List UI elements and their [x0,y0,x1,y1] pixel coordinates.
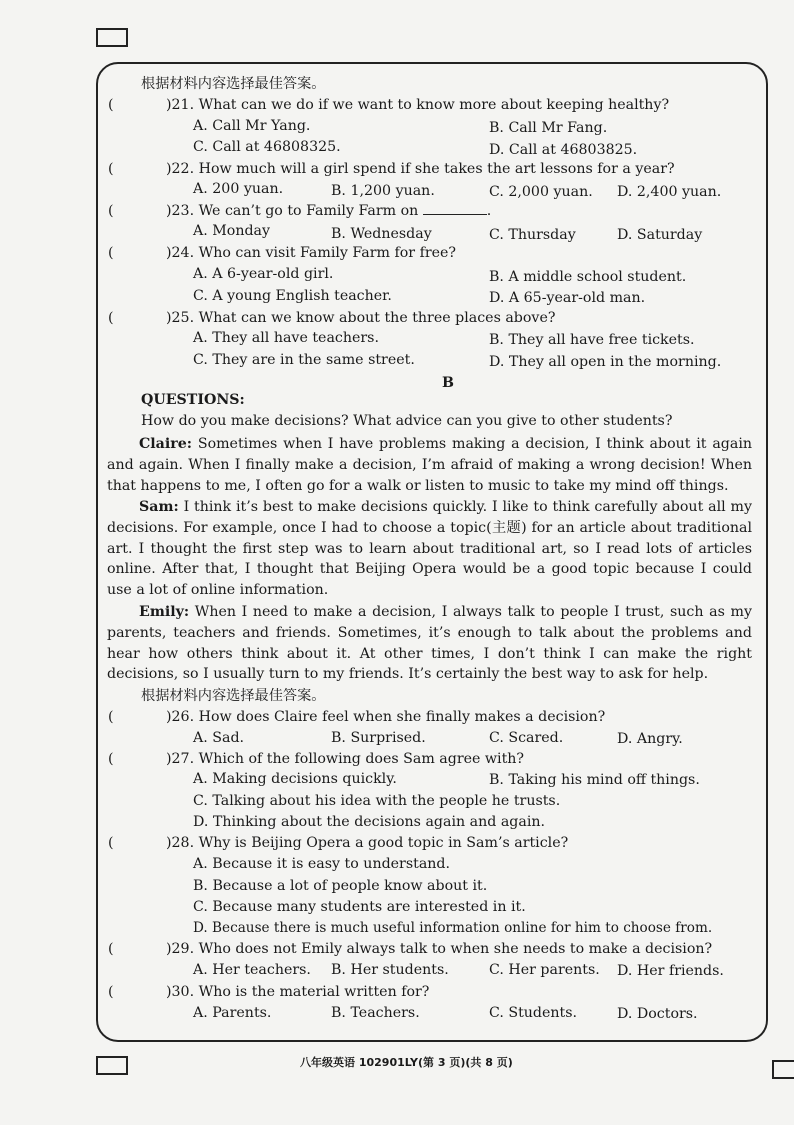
answer-paren-22[interactable]: ( [108,161,114,177]
question-24: )24. Who can visit Family Farm for free? [166,245,457,261]
questions-label: QUESTIONS: [141,392,245,408]
answer-paren-25[interactable]: ( [108,310,114,326]
answer-paren-27[interactable]: ( [108,751,114,767]
page-footer: 八年级英语 102901LY(第 3 页)(共 8 页) [300,1056,513,1069]
question-25: )25. What can we know about the three places above? [166,310,556,326]
option-22c: C. 2,000 yuan. [489,184,593,200]
option-26c: C. Scared. [489,730,564,746]
option-22d: D. 2,400 yuan. [617,184,722,200]
option-24d: D. A 65-year-old man. [489,290,646,306]
corner-mark-top-left [96,28,128,47]
question-30: )30. Who is the material written for? [166,984,430,1000]
option-30c: C. Students. [489,1005,578,1021]
question-29: )29. Who does not Emily always talk to when she needs to make a decision? [166,941,713,957]
option-23d: D. Saturday [617,227,703,243]
paragraph-claire: Claire: Sometimes when I have problems making a decision, I think about it again and again. When I finally make a decision, I’m afraid of making a wrong decision! When that happens to me, I often go for a walk or listen to music to take my mind off things. [107,436,752,494]
option-30b: B. Teachers. [331,1005,420,1021]
option-22a: A. 200 yuan. [193,181,284,197]
question-27: )27. Which of the following does Sam agree with? [166,751,525,767]
question-21: )21. What can we do if we want to know more about keeping healthy? [166,97,670,113]
option-30a: A. Parents. [193,1005,272,1021]
option-28d: D. Because there is much useful information online for him to choose from. [193,920,713,936]
answer-paren-26[interactable]: ( [108,709,114,725]
answer-paren-28[interactable]: ( [108,835,114,851]
answer-paren-21[interactable]: ( [108,97,114,113]
option-29b: B. Her students. [331,962,449,978]
option-23a: A. Monday [193,223,271,239]
question-22: )22. How much will a girl spend if she takes the art lessons for a year? [166,161,675,177]
fill-blank-23[interactable] [423,202,487,215]
option-26b: B. Surprised. [331,730,426,746]
option-27b: B. Taking his mind off things. [489,772,700,788]
instruction-a: 根据材料内容选择最佳答案。 [141,76,326,92]
answer-paren-23[interactable]: ( [108,203,114,219]
option-23b: B. Wednesday [331,226,432,242]
answer-paren-24[interactable]: ( [108,245,114,261]
option-29d: D. Her friends. [617,963,724,979]
question-26: )26. How does Claire feel when she finally makes a decision? [166,709,606,725]
question-28: )28. Why is Beijing Opera a good topic in Sam’s article? [166,835,569,851]
option-28b: B. Because a lot of people know about it. [193,878,488,894]
option-25b: B. They all have free tickets. [489,332,695,348]
section-b-heading: B [442,375,454,391]
corner-mark-bottom-left [96,1056,128,1075]
option-21d: D. Call at 46803825. [489,142,638,158]
answer-paren-30[interactable]: ( [108,984,114,1000]
questions-prompt: How do you make decisions? What advice can you give to other students? [141,413,673,429]
option-27c: C. Talking about his idea with the people he trusts. [193,793,561,809]
option-30d: D. Doctors. [617,1006,698,1022]
option-27a: A. Making decisions quickly. [193,771,397,787]
option-25d: D. They all open in the morning. [489,354,722,370]
option-29a: A. Her teachers. [193,962,311,978]
option-27d: D. Thinking about the decisions again and again. [193,814,546,830]
paragraph-emily: Emily: When I need to make a decision, I always talk to people I trust, such as my parents, teachers and friends. Sometimes, it’s enough to talk about the problems and hear how others think about it. At other times, I don’t think I can make the right decisions, so I usually turn to my friends. It’s certainly the best way to ask for help. [107,604,752,683]
option-21b: B. Call Mr Fang. [489,120,608,136]
option-26a: A. Sad. [193,730,245,746]
option-26d: D. Angry. [617,731,683,747]
option-25c: C. They are in the same street. [193,352,415,368]
option-29c: C. Her parents. [489,962,600,978]
option-28c: C. Because many students are interested in it. [193,899,526,915]
corner-mark-bottom-right [772,1060,794,1079]
option-23c: C. Thursday [489,227,576,243]
option-24b: B. A middle school student. [489,269,687,285]
option-21c: C. Call at 46808325. [193,139,341,155]
instruction-b: 根据材料内容选择最佳答案。 [141,688,326,704]
answer-paren-29[interactable]: ( [108,941,114,957]
option-22b: B. 1,200 yuan. [331,183,435,199]
option-24a: A. A 6-year-old girl. [193,266,334,282]
paragraph-sam: Sam: I think it’s best to make decisions quickly. I like to think carefully about all my decisions. For example, once I had to choose a topic(主题) for an article about traditional art. I thought the first step was to learn about traditional art, so I read lots of articles online. After that, I thought that Beijing Opera would be a good topic because I could use a lot of online information. [107,499,752,599]
option-28a: A. Because it is easy to understand. [193,856,451,872]
question-23: )23. We can’t go to Family Farm on . [166,203,492,219]
option-24c: C. A young English teacher. [193,288,392,304]
option-21a: A. Call Mr Yang. [193,118,311,134]
option-25a: A. They all have teachers. [193,330,379,346]
